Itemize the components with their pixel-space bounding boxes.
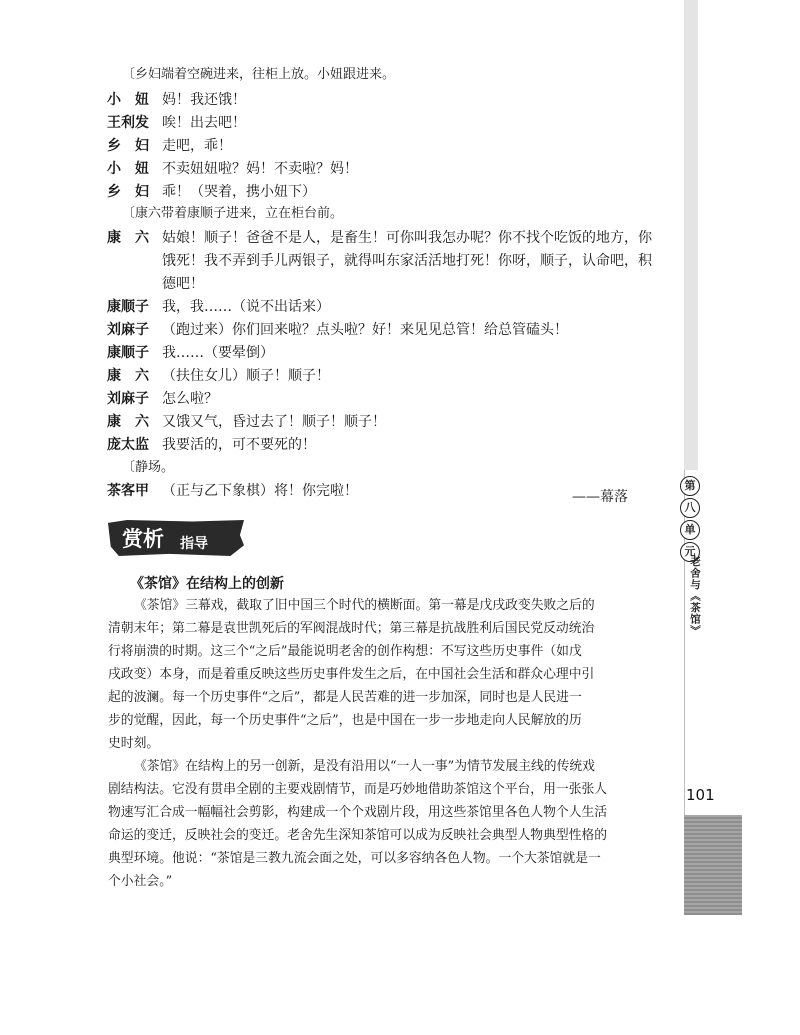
speaker: 康六	[107, 230, 163, 246]
chapter-side-title: 老舍与《茶馆》	[689, 556, 701, 637]
dialogue: （正与乙下象棋）将！你完啦！	[162, 483, 358, 499]
dialogue: 不卖妞妞啦？妈！不卖啦？妈！	[162, 161, 358, 177]
dialogue-continued: 德吧！	[162, 276, 204, 292]
dialogue: 姑娘！顺子！爸爸不是人，是畜生！可你叫我怎办呢？你不找个吃饭的地方，你	[162, 230, 652, 246]
dialogue-continued: 饿死！我不弄到手儿两银子，就得叫东家活活地打死！你呀，顺子，认命吧，积	[162, 253, 652, 269]
curtain-fall: ——幕落	[572, 489, 628, 505]
appreciation-banner	[108, 520, 244, 556]
paragraph-line: 典型环境。他说：“茶馆是三教九流会面之处，可以多容纳各色人物。一个大茶馆就是一	[108, 851, 601, 866]
banner-subtitle: 指导	[180, 536, 208, 552]
dialogue: 走吧，乖！	[162, 138, 232, 154]
speaker: 庞太监	[107, 437, 149, 453]
unit-char: 元	[680, 542, 700, 562]
paragraph-line: 物速写汇合成一幅幅社会剪影，构建成一个个戏剧片段，用这些茶馆里各色人物个人生活	[108, 805, 608, 820]
unit-char: 单	[680, 520, 700, 540]
banner-title: 赏析	[122, 526, 164, 551]
unit-char: 八	[680, 498, 700, 518]
page-number: 101	[686, 786, 715, 804]
paragraph-line: 步的觉醒，因此，每一个历史事件“之后”，也是中国在一步一步地走向人民解放的历	[108, 713, 582, 728]
dialogue: （扶住女儿）顺子！顺子！	[162, 368, 330, 384]
dialogue: 我，我……（说不出话来）	[162, 299, 330, 315]
paragraph-line: 剧结构法。它没有贯串全剧的主要戏剧情节，而是巧妙地借助茶馆这个平台，用一张张人	[108, 782, 608, 797]
speaker: 茶客甲	[107, 483, 149, 499]
paragraph-line: 命运的变迁，反映社会的变迁。老舍先生深知茶馆可以成为反映社会典型人物典型性格的	[108, 828, 608, 843]
unit-badge	[679, 476, 701, 562]
dialogue: 乖！（哭着，携小妞下）	[162, 184, 316, 200]
margin-strip-top	[684, 0, 698, 470]
stage-direction: 〔静场。	[122, 460, 175, 475]
section-heading: 《茶馆》在结构上的创新	[130, 576, 284, 592]
stage-direction: 〔乡妇端着空碗进来，往柜上放。小妞跟进来。	[122, 67, 396, 82]
paragraph-line: 《茶馆》三幕戏，截取了旧中国三个时代的横断面。第一幕是戊戌政变失败之后的	[134, 598, 595, 613]
unit-char: 第	[680, 476, 700, 496]
paragraph-line: 史时刻。	[108, 736, 160, 751]
speaker: 康六	[107, 414, 163, 430]
dialogue: 唉！出去吧！	[162, 115, 246, 131]
paragraph-line: 《茶馆》在结构上的另一创新，是没有沿用以“一人一事”为情节发展主线的传统戏	[134, 759, 595, 774]
paragraph-line: 行将崩溃的时期。这三个“之后”最能说明老舍的创作构想：不写这些历史事件（如戊	[108, 644, 582, 659]
dialogue: 怎么啦？	[162, 391, 218, 407]
paragraph-line: 起的波澜。每一个历史事件“之后”，都是人民苦难的进一步加深，同时也是人民进一	[108, 690, 582, 705]
margin-strip-bottom	[684, 815, 742, 915]
speaker: 刘麻子	[107, 391, 149, 407]
paragraph-line: 戌政变）本身，而是着重反映这些历史事件发生之后，在中国社会生活和群众心理中引	[108, 667, 595, 682]
dialogue: 又饿又气，昏过去了！顺子！顺子！	[162, 414, 386, 430]
dialogue: （跑过来）你们回来啦？点头啦？好！来见见总管！给总管磕头！	[162, 322, 568, 338]
paragraph-line: 清朝末年；第二幕是袁世凯死后的军阀混战时代；第三幕是抗战胜利后国民党反动统治	[108, 621, 595, 636]
speaker: 乡妇	[107, 184, 163, 200]
speaker: 刘麻子	[107, 322, 149, 338]
paragraph-line: 个小社会。”	[108, 874, 173, 889]
dialogue: 妈！我还饿！	[162, 92, 246, 108]
speaker: 小妞	[107, 92, 163, 108]
speaker: 康顺子	[107, 299, 149, 315]
speaker: 乡妇	[107, 138, 163, 154]
speaker: 小妞	[107, 161, 163, 177]
speaker: 王利发	[107, 115, 149, 131]
stage-direction: 〔康六带着康顺子进来，立在柜台前。	[122, 206, 344, 221]
dialogue: 我……（要晕倒）	[162, 345, 274, 361]
speaker: 康顺子	[107, 345, 149, 361]
speaker: 康六	[107, 368, 163, 384]
dialogue: 我要活的，可不要死的！	[162, 437, 316, 453]
